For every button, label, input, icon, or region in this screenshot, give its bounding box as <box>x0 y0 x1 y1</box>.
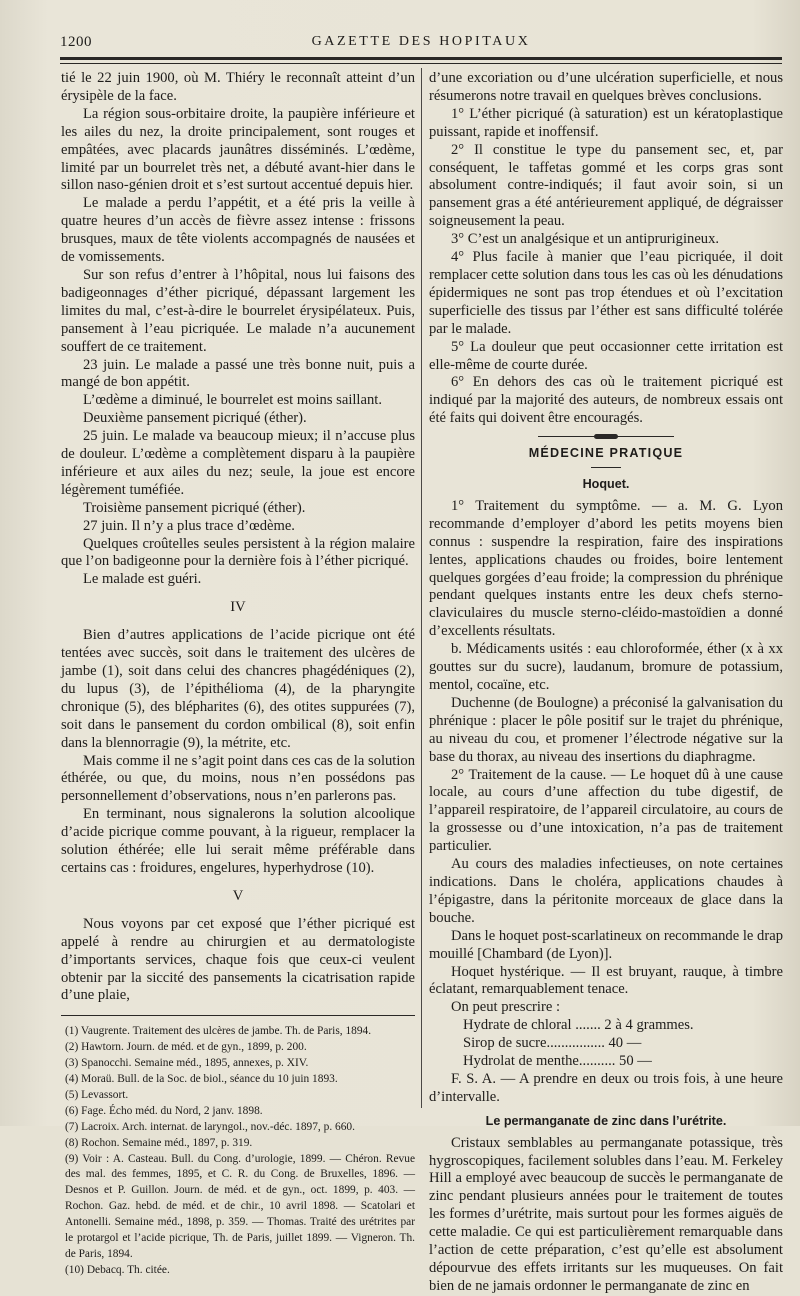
paragraph: En terminant, nous signalerons la solution alcoolique d’acide picrique comme pouvant, à la rigueur, remplacer la solution éthérée; elle lui serait même préférable dans certains cas : froidures, engelures, hyperhydrose (10). <box>61 806 415 876</box>
paragraph: Duchenne (de Boulogne) a préconisé la galvanisation du phrénique : placer le pôle positif sur le trajet du phrénique, au niveau du cou, et promener l’électrode négative sur la base du thorax, au niveau des insertions du diaphragme. <box>429 694 783 765</box>
page-number: 1200 <box>60 34 92 50</box>
paragraph: tié le 22 juin 1900, où M. Thiéry le reconnaît atteint d’un érysipèle de la face. <box>61 70 415 104</box>
paragraph: Mais comme il ne s’agit point dans ces cas de la solution éthérée, ou que, du moins, nous n’en possédons pas personnellement d’observations, nous n’en parlerons pas. <box>61 752 415 805</box>
journal-title: GAZETTE DES HOPITAUX <box>311 34 531 49</box>
header-rule <box>60 57 782 60</box>
short-rule <box>591 467 621 468</box>
footnote: (4) Moraü. Bull. de la Soc. de biol., séance du 10 juin 1893. <box>65 1073 338 1086</box>
left-column <box>61 70 415 1279</box>
subheading-permanganate: Le permanganate de zinc dans l’urétrite. <box>485 1113 727 1128</box>
paragraph: Deuxième pansement picriqué (éther). <box>83 410 307 427</box>
paragraph: 5° La douleur que peut occasionner cette irritation est elle-même de courte durée. <box>429 338 783 373</box>
paragraph: 1° L’éther picriqué (à saturation) est un kératoplastique puissant, rapide et inoffensif. <box>429 105 783 140</box>
section-title: MÉDECINE PRATIQUE <box>528 446 684 461</box>
paragraph: 2° Il constitue le type du pansement sec, et, par conséquent, le taffetas gommé et les corps gras sont absolument contre-indiqués; il faut avoir soin, si un pansement gras a été antérieurement appliqué, de dégraisser soigneusement la peau. <box>429 141 783 230</box>
paragraph: 27 juin. Il n’y a plus trace d’œdème. <box>83 517 295 534</box>
footnote: (10) Debacq. Th. citée. <box>65 1263 170 1276</box>
paragraph: Hoquet hystérique. — Il est bruyant, rauque, à timbre éclatant, remarquablement tenace. <box>429 963 783 998</box>
prescription-line: Hydrate de chloral ....... 2 à 4 grammes. <box>463 1017 694 1034</box>
prescription-line: Hydrolat de menthe.......... 50 — <box>463 1053 652 1070</box>
ornament-dot <box>594 434 618 439</box>
footnote: (8) Rochon. Semaine méd., 1897, p. 319. <box>65 1136 253 1149</box>
right-column <box>429 70 783 1296</box>
paragraph: Troisième pansement picriqué (éther). <box>83 499 306 516</box>
paragraph: L’œdème a diminué, le bourrelet est moins saillant. <box>83 392 382 409</box>
paragraph: Le malade a perdu l’appétit, et a été pris la veille à quatre heures d’un accès de fièvre assez intense : frissons brusques, maux de tête violents accompagnés de nausées et de vomissements. <box>61 195 415 266</box>
section-number-v: V <box>232 887 244 904</box>
ornament-divider <box>538 436 674 437</box>
footnote: (2) Hawtorn. Journ. de méd. et de gyn., 1899, p. 200. <box>65 1041 307 1054</box>
paragraph: Sur son refus d’entrer à l’hôpital, nous lui faisons des badigeonnages d’éther picriqué, dépassant largement les limites du mal, c’est-à-dire le bourrelet érysipélateux. Puis, pansement à l’eau picriquée. Le malade n’a aucunement souffert de ce traitement. <box>61 266 415 355</box>
paragraph: On peut prescrire : <box>451 999 561 1016</box>
header-rule-thin <box>60 63 782 64</box>
paragraph: Cristaux semblables au permanganate potassique, très hygroscopiques, facilement solubles dans l’eau. M. Ferkeley Hill a employé avec beaucoup de succès le permanganate de zinc pendant plusieurs années pour le traitement de toutes les formes d’urétrite, mais surtout pour les formes aiguës de cette maladie. Ce qui est particulièrement remarquable dans l’action de cette préparation, c’est qu’elle est absolument dépourvue des effets irritants sur les muqueuses. On fait bien de ne jamais ordonner le permanganate de zinc en <box>429 1134 783 1294</box>
footnote: (1) Vaugrente. Traitement des ulcères de jambe. Th. de Paris, 1894. <box>65 1025 372 1038</box>
paragraph: Bien d’autres applications de l’acide picrique ont été tentées avec succès, soit dans le traitement des ulcères de jambe (1), soit dans celui des chancres phagédéniques (2), du lupus (3), de l’épithélioma (4), de la pharyngite chronique (5), des blépharites (6), des otites suppurées (7), soit dans le pansement du cordon ombilical (8), soit enfin dans la blennorragie (9), la métrite, etc. <box>61 627 415 751</box>
paragraph: 25 juin. Le malade va beaucoup mieux; il n’accuse plus de douleur. L’œdème a complètement disparu à la paupière inférieure et aux ailes du nez; seule, la joue est encore légèrement tuméfiée. <box>61 428 415 498</box>
footnote-rule <box>61 1015 415 1016</box>
paragraph: Quelques croûtelles seules persistent à la région malaire que l’on badigeonne pour la dernière fois à l’éther picriqué. <box>61 535 415 570</box>
paragraph: 3° C’est un analgésique et un antiprurigineux. <box>451 231 720 248</box>
paragraph: 6° En dehors des cas où le traitement picriqué est indiqué par la majorité des auteurs, de nombreux essais ont été faits qui doivent être encouragés. <box>429 374 783 427</box>
footnote: (6) Fage. Écho méd. du Nord, 2 janv. 1898. <box>65 1104 263 1117</box>
paragraph: 1° Traitement du symptôme. — a. M. G. Lyon recommande d’employer d’abord les petits moyens bien connus : suspendre la respiration, faire des inspirations lentes, applications chaudes ou froides, boire lentement quelques gorgées d’eau froide; la compression du phrénique pendant quelques instants entre les deux chefs sterno-claviculaires du muscle sterno-cléido-mastoïdien a donné d’excellents résultats. <box>429 497 783 640</box>
page-header <box>60 34 782 54</box>
paragraph: b. Médicaments usités : eau chloroformée, éther (x à xx gouttes sur du sucre), laudanum, bromure de potassium, mentol, cocaïne, etc. <box>429 641 783 693</box>
column-divider <box>421 68 422 1108</box>
prescription-line: Sirop de sucre................ 40 — <box>463 1035 642 1052</box>
footnote: (5) Levassort. <box>65 1088 129 1101</box>
paragraph: 4° Plus facile à manier que l’eau picriquée, il doit remplacer cette solution dans tous les cas où les dénudations épidermiques ne sont pas trop étendues et où l’excitation superficielle des tissus par l’éther est sans difficulté tolérée par le malade. <box>429 249 783 337</box>
paragraph: 23 juin. Le malade a passé une très bonne nuit, puis a mangé de bon appétit. <box>61 356 415 391</box>
paragraph: Au cours des maladies infectieuses, on note certaines indications. Dans le choléra, applications chaudes à l’épigastre, dans la péritonite morceaux de glace dans la bouche. <box>429 856 783 926</box>
paragraph: d’une excoriation ou d’une ulcération superficielle, et nous résumerons notre travail en quelques brèves conclusions. <box>429 70 783 104</box>
paragraph: Dans le hoquet post-scarlatineux on recommande le drap mouillé [Chambard (de Lyon)]. <box>429 927 783 962</box>
paragraph: La région sous-orbitaire droite, la paupière inférieure et les ailes du nez, la droite principalement, sont rouges et empâtées, avec placards jaunâtres disséminés. L’œdème, limité par un bourrelet très net, a débuté avant-hier dans le sillon naso-génien droit et s’est surtout accentué depuis hier. <box>61 105 415 194</box>
paragraph: F. S. A. — A prendre en deux ou trois fois, à une heure d’intervalle. <box>429 1070 783 1105</box>
footnotes <box>61 1024 415 1279</box>
paragraph: Nous voyons par cet exposé que l’éther picriqué est appelé à rendre au chirurgien et au dermatologiste d’importants services, chaque fois que ceux-ci veulent obtenir par la siccité des pansements la cicatrisation rapide d’une plaie, <box>61 915 415 1004</box>
footnote: (7) Lacroix. Arch. internat. de laryngol., nov.-déc. 1897, p. 660. <box>65 1120 355 1133</box>
footnote: (9) Voir : A. Casteau. Bull. du Cong. d’urologie, 1899. — Chéron. Revue des mal. des femmes, 1895, et C. R. du Cong. de Bruxelles, 1896. — Desnos et P. Guillon. Journ. de méd. et de gyn., oct. 1899, p. 403. — Rochon. Gaz. hebd. de méd. et de chir., 10 avril 1898. — Scatolari et Antonelli. Semaine méd., 1898, p. 359. — Thomas. Traité des urétrites par le protargol et l’acide picrique, Th. de Paris, juillet 1899. — Vigneron. Th. de Paris, 1894. <box>65 1152 415 1260</box>
subheading-hoquet: Hoquet. <box>582 477 630 492</box>
paragraph: 2° Traitement de la cause. — Le hoquet dû à une cause locale, au cours d’une affection du tube digestif, de l’appareil respiratoire, de l’appareil circulatoire, au cours de la grossesse ou d’une intoxication, n’a pas de traitement particulier. <box>429 766 783 855</box>
section-number-iv: IV <box>230 599 246 616</box>
paragraph: Le malade est guéri. <box>83 571 202 588</box>
footnote: (3) Spanocchi. Semaine méd., 1895, annexes, p. XIV. <box>65 1057 309 1070</box>
